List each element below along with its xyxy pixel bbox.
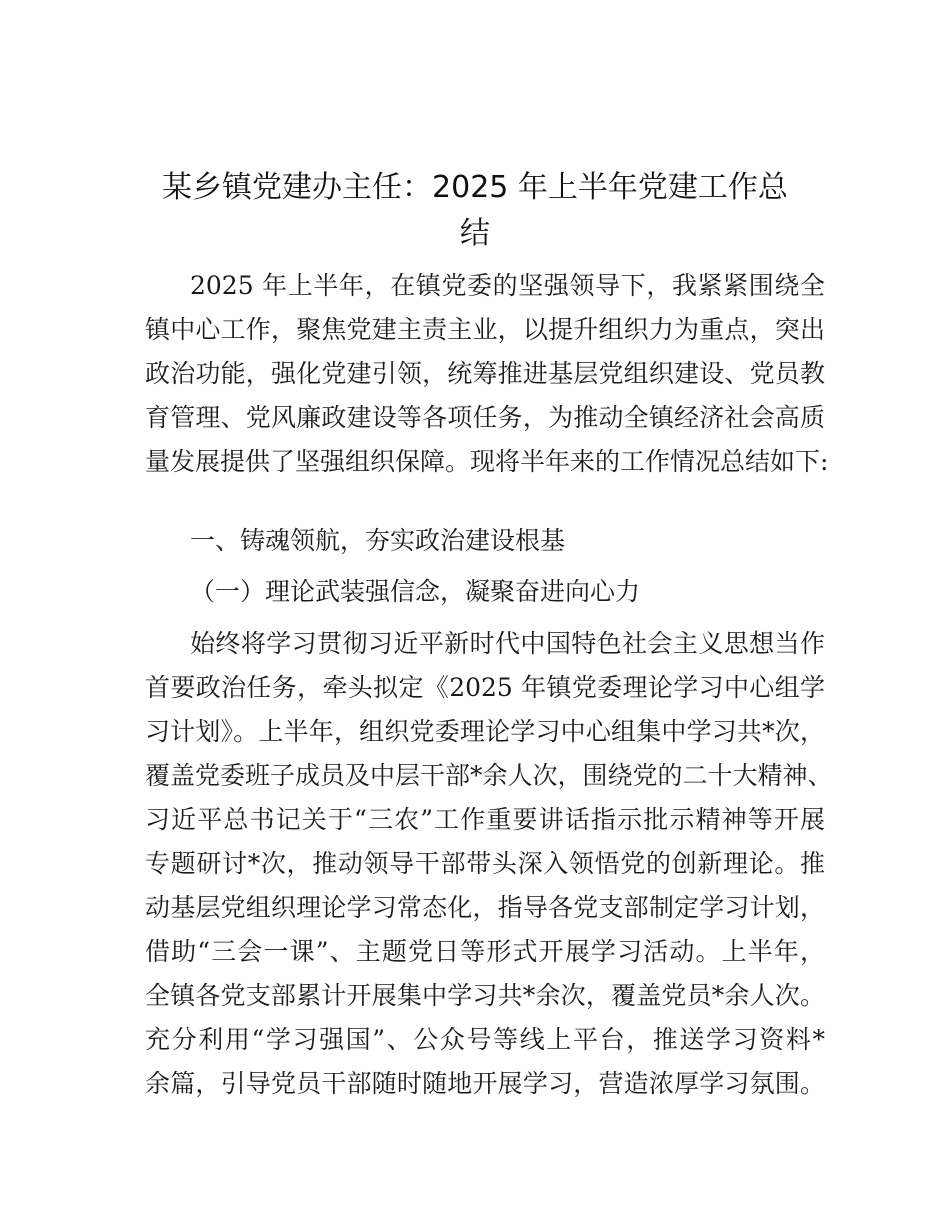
intro-line-1: 2025 年上半年，在镇党委的坚强领导下，我紧紧围绕全 [190,271,825,300]
body-line-3: 习计划》。上半年，组织党委理论学习中心组集中学习共*次， [145,717,825,746]
body-line-7: 动基层党组织理论学习常态化，指导各党支部制定学习计划， [145,893,825,922]
body-line-10: 充分利用“学习强国”、公众号等线上平台，推送学习资料* [145,1025,825,1054]
section-heading: 一、铸魂领航，夯实政治建设根基 [190,526,566,555]
body-line-9: 全镇各党支部累计开展集中学习共*余次，覆盖党员*余人次。 [145,981,825,1010]
document-title-line-1: 某乡镇党建办主任：2025 年上半年党建工作总 [162,170,788,205]
body-line-8: 借助“三会一课”、主题党日等形式开展学习活动。上半年， [145,937,825,966]
document-title-line-2: 结 [460,216,490,251]
subsection-heading: （一）理论武装强信念，凝聚奋进向心力 [190,577,641,606]
intro-line-2: 镇中心工作，聚焦党建主责主业，以提升组织力为重点，突出 [145,315,825,344]
intro-line-5: 量发展提供了坚强组织保障。现将半年来的工作情况总结如下: [145,447,829,476]
body-line-6: 专题研讨*次，推动领导干部带头深入领悟党的创新理论。推 [145,849,825,878]
intro-line-4: 育管理、党风廉政建设等各项任务，为推动全镇经济社会高质 [145,403,825,432]
body-line-1: 始终将学习贯彻习近平新时代中国特色社会主义思想当作 [190,629,825,658]
intro-line-3: 政治功能，强化党建引领，统筹推进基层党组织建设、党员教 [145,359,825,388]
body-line-5: 习近平总书记关于“三农”工作重要讲话指示批示精神等开展 [145,805,825,834]
body-line-2: 首要政治任务，牵头拟定《2025 年镇党委理论学习中心组学 [145,673,825,702]
body-line-4: 覆盖党委班子成员及中层干部*余人次，围绕党的二十大精神、 [145,761,833,790]
body-line-11: 余篇，引导党员干部随时随地开展学习，营造浓厚学习氛围。 [145,1069,825,1098]
